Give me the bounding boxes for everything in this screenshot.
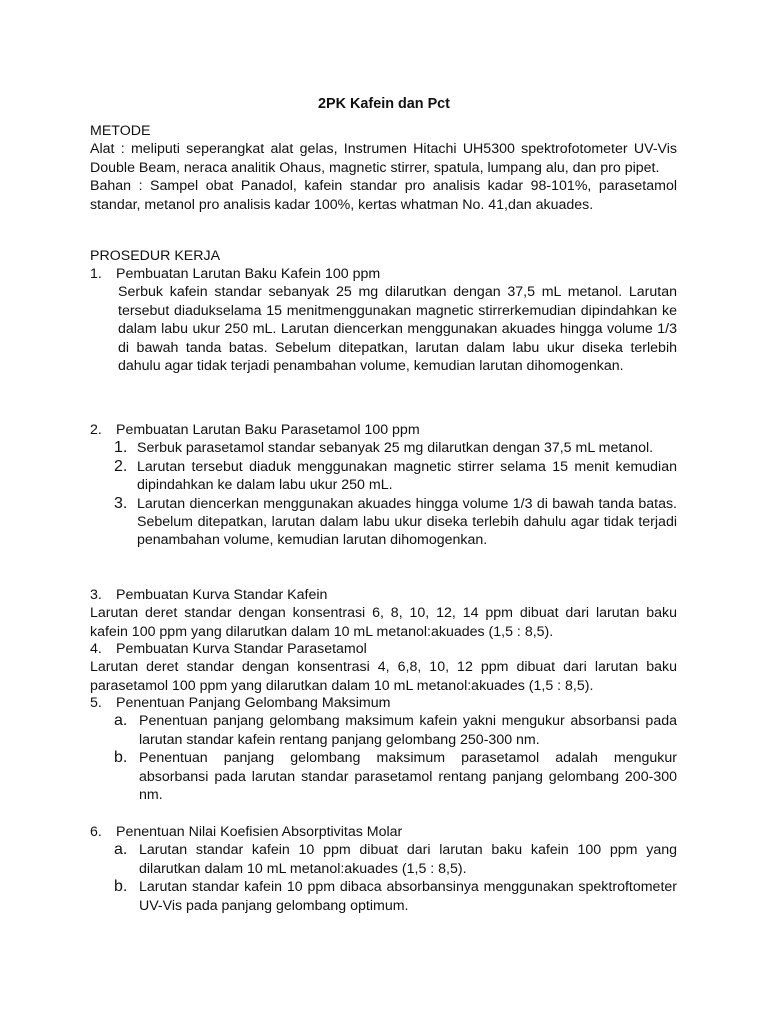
item-letter: b.: [114, 878, 128, 896]
step-number: 6.: [90, 824, 102, 840]
item-text: Serbuk parasetamol standar sebanyak 25 mg dilarutkan dengan 37,5 mL metanol.: [137, 440, 654, 457]
step-title: Pembuatan Kurva Standar Kafein: [116, 587, 328, 603]
item-number: 3.: [114, 494, 128, 512]
step-4: [90, 640, 677, 695]
step-3: [90, 586, 677, 641]
step-3-paragraph: Larutan deret standar dengan konsentrasi 6, 8, 10, 12, 14 ppm dibuat dari larutan baku kafein 100 ppm yang dilarutkan dalam 10 mL metanol:akuades (1,5 : 8,5).: [90, 605, 677, 640]
list-item: [90, 458, 677, 495]
item-text: Penentuan panjang gelombang maksimum kafein yakni mengukur absorbansi pada larutan standar kafein rentang panjang gelombang 250-300 nm.: [139, 713, 677, 748]
list-item: [90, 495, 677, 550]
step-title: Pembuatan Larutan Baku Parasetamol 100 ppm: [116, 422, 420, 438]
metode-section: [90, 122, 677, 214]
step-6: [90, 823, 677, 915]
metode-heading: METODE: [90, 123, 151, 139]
step-2: [90, 421, 677, 550]
list-item: [90, 749, 677, 804]
item-number: 1.: [114, 439, 128, 457]
step-1-paragraph: Serbuk kafein standar sebanyak 25 mg dilarutkan dengan 37,5 mL metanol. Larutan tersebut diadukselama 15 menitmenggunakan magnetic stirrerkemudian dipindahkan ke dalam labu ukur 250 mL. Larutan diencerkan menggunakan akuades hingga volume 1/3 di bawah tanda batas. Sebelum ditepatkan, larutan dalam labu ukur diseka terlebih dahulu agar tidak terjadi penambahan volume, kemudian larutan dihomogenkan.: [118, 284, 677, 375]
item-text: Larutan standar kafein 10 ppm dibuat dari larutan baku kafein 100 ppm yang dilarutkan dalam 10 mL metanol:akuades (1,5 : 8,5).: [139, 842, 677, 877]
item-letter: a.: [114, 841, 128, 859]
list-item: [90, 712, 677, 749]
step-title: Penentuan Nilai Koefisien Absorptivitas Molar: [116, 824, 403, 840]
list-item: [90, 841, 677, 878]
step-title: Pembuatan Kurva Standar Parasetamol: [116, 641, 367, 657]
step-number: 3.: [90, 587, 102, 603]
step-number: 5.: [90, 695, 102, 711]
step-title: Pembuatan Larutan Baku Kafein 100 ppm: [116, 266, 381, 282]
item-letter: a.: [114, 712, 128, 730]
step-title: Penentuan Panjang Gelombang Maksimum: [116, 695, 391, 711]
step-number: 4.: [90, 641, 102, 657]
item-letter: b.: [114, 749, 128, 767]
document-title: 2PK Kafein dan Pct: [318, 96, 450, 112]
item-text: Larutan standar kafein 10 ppm dibaca absorbansinya menggunakan spektroftometer UV-Vis pada panjang gelombang optimum.: [139, 879, 677, 914]
step-number: 2.: [90, 422, 102, 438]
list-item: [90, 878, 677, 915]
list-item: [90, 439, 677, 457]
item-text: Larutan diencerkan menggunakan akuades hingga volume 1/3 di bawah tanda batas. Sebelum ditepatkan, larutan dalam labu ukur diseka terlebih dahulu agar tidak terjadi penambahan volume, kemudian larutan dihomogenkan.: [137, 495, 677, 549]
step-1: [90, 265, 677, 375]
item-number: 2.: [114, 457, 128, 475]
bahan-paragraph: Bahan : Sampel obat Panadol, kafein standar pro analisis kadar 98-101%, parasetamol standar, metanol pro analisis kadar 100%, kertas whatman No. 41,dan akuades.: [90, 178, 677, 213]
prosedur-heading: PROSEDUR KERJA: [90, 248, 221, 264]
step-number: 1.: [90, 266, 102, 282]
item-text: Larutan tersebut diaduk menggunakan magnetic stirrer selama 15 menit kemudian dipindahkan ke dalam labu ukur 250 mL.: [137, 458, 677, 494]
step-5: [90, 694, 677, 804]
alat-paragraph: Alat : meliputi seperangkat alat gelas, Instrumen Hitachi UH5300 spektrofotometer UV-Vis Double Beam, neraca analitik Ohaus, magnetic stirrer, spatula, lumpang alu, dan pro pipet.: [90, 141, 677, 176]
item-text: Penentuan panjang gelombang maksimum parasetamol adalah mengukur absorbansi pada larutan standar parasetamol rentang panjang gelombang 200-300 nm.: [139, 750, 677, 804]
step-4-paragraph: Larutan deret standar dengan konsentrasi 4, 6,8, 10, 12 ppm dibuat dari larutan baku parasetamol 100 ppm yang dilarutkan dalam 10 mL metanol:akuades (1,5 : 8,5).: [90, 659, 677, 694]
